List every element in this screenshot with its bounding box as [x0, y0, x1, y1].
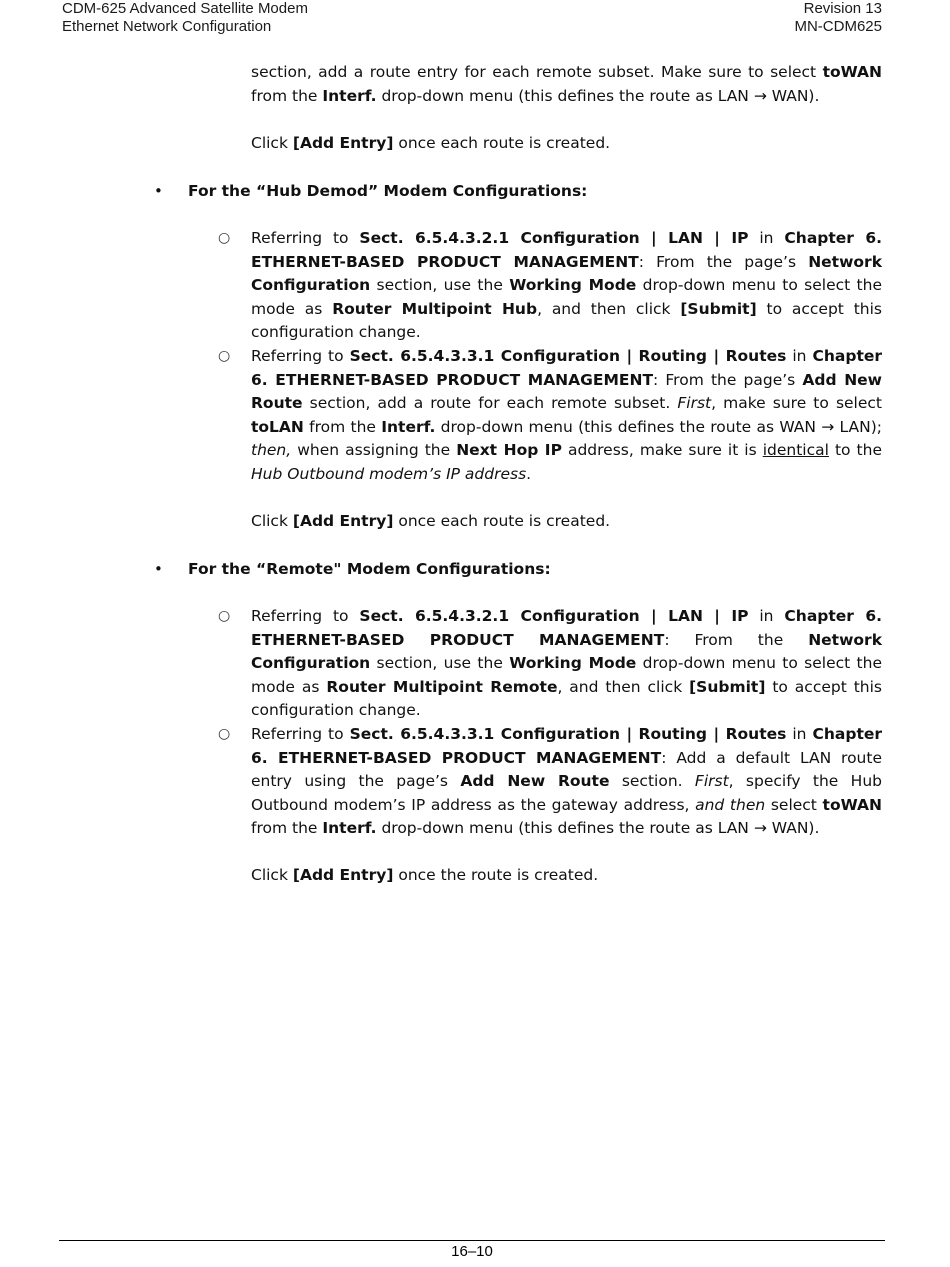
circle-bullet-icon: ○ — [218, 608, 231, 624]
remote-step-routes: Referring to Sect. 6.5.4.3.3.1 Configuration | Routing | Routes in Chapter 6. ETHERNET-BASED PRODUCT MANAGEMENT: Add a default LAN route entry using the page’s Add New Route section. First, specify the Hub Outbound modem’s IP address as the gateway address, and then select toWAN from the Interf. drop-down menu (this defines the route as LAN → WAN). — [251, 725, 883, 838]
circle-bullet-icon: ○ — [218, 230, 231, 246]
circle-bullet-icon: ○ — [218, 726, 231, 742]
running-header-left — [62, 0, 308, 36]
hub-step-lan-ip: Referring to Sect. 6.5.4.3.2.1 Configuration | LAN | IP in Chapter 6. ETHERNET-BASED PRODUCT MANAGEMENT: From the page’s Network Configuration section, use the Working Mode drop-down menu to select the mode as Router Multipoint Hub, and then click [Submit] to accept this configuration change. — [251, 229, 883, 342]
click-add-entry-note: Click [Add Entry] once each route is created. — [251, 134, 611, 152]
manual-title: CDM-625 Advanced Satellite Modem — [62, 0, 308, 17]
circle-bullet-icon: ○ — [218, 348, 231, 364]
arrow-right-icon: → — [753, 819, 767, 838]
page-number: 16–10 — [451, 1243, 493, 1260]
click-add-entry-note: Click [Add Entry] once each route is created. — [251, 512, 611, 530]
chapter-title: Ethernet Network Configuration — [62, 18, 272, 35]
arrow-right-icon: → — [753, 86, 767, 105]
remote-section-heading: For the “Remote" Modem Configurations: — [188, 560, 551, 578]
continued-paragraph: section, add a route entry for each remote subset. Make sure to select toWAN from the Interf. drop-down menu (this defines the route as LAN → WAN). — [251, 63, 882, 105]
bullet-icon: • — [154, 182, 163, 200]
hub-step-routes: Referring to Sect. 6.5.4.3.3.1 Configuration | Routing | Routes in Chapter 6. ETHERNET-BASED PRODUCT MANAGEMENT: From the page’s Add New Route section, add a route for each remote subset. First, make sure to select toLAN from the Interf. drop-down menu (this defines the route as WAN → LAN); then, when assigning the Next Hop IP address, make sure it is identical to the Hub Outbound modem’s IP address. — [251, 347, 883, 483]
bullet-icon: • — [154, 560, 163, 578]
running-header-right — [794, 0, 882, 36]
footer-rule — [59, 1240, 885, 1241]
click-add-entry-note: Click [Add Entry] once the route is created. — [251, 866, 599, 884]
arrow-right-icon: → — [821, 417, 835, 436]
remote-step-lan-ip: Referring to Sect. 6.5.4.3.2.1 Configuration | LAN | IP in Chapter 6. ETHERNET-BASED PRODUCT MANAGEMENT: From the Network Configuration section, use the Working Mode drop-down menu to select the mode as Router Multipoint Remote, and then click [Submit] to accept this configuration change. — [251, 607, 883, 720]
revision-label: Revision 13 — [803, 0, 882, 17]
manual-number: MN-CDM625 — [794, 18, 882, 35]
hub-section-heading: For the “Hub Demod” Modem Configurations: — [188, 182, 588, 200]
